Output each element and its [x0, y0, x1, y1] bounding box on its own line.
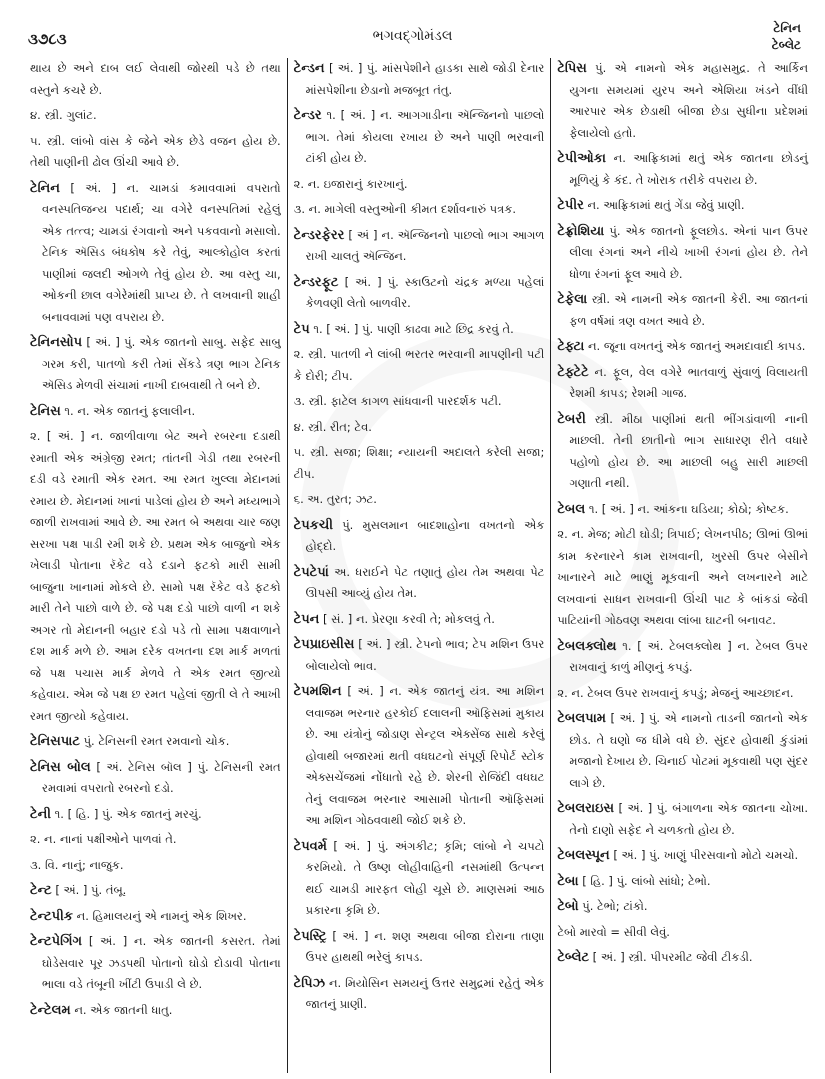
- entry-headword: ટેબલક્લોથ: [557, 638, 617, 654]
- dictionary-entry: [294, 609, 545, 631]
- entry-definition: [ અં. ] સ્ત્રી. પીપરમીટ જેવી ટીકડી.: [592, 950, 753, 964]
- entry-definition: પું. એ નામનો એક મહાસમુદ્ર. તે આર્કિન યુગના સમયમાં યુરપ અને એશિયા ખંડને વીંધી આરપાર એક છેડાથી બીજા છેડા સુધીના પ્રદેશમાં ફેલાયેલો હતો.: [569, 61, 809, 140]
- entry-definition: [ અં. ] પું. એ નામનો તાડની જાતનો એક છોડ. તે ઘણો જ ધીમે વધે છે. સુંદર હોવાથી કુંડાંમાં મજાનો દેખાય છે. ચિનાઈ પોટમાં મૂકવાથી પણ સુંદર લાગે છે.: [569, 711, 809, 790]
- entry-headword: ટેબલસ્પૂન: [557, 848, 610, 863]
- dictionary-entry: [294, 973, 545, 1016]
- entry-headword: ટેબલપામ: [557, 711, 606, 726]
- entry-definition: ૩. વિ. નાનું; નાજુક.: [30, 857, 124, 872]
- entry-definition: અ. ધરાઈને પેટ તણાતું હોય તેમ અથવા પેટ ઊપસી આવ્યું હોય તેમ.: [305, 564, 545, 600]
- dictionary-entry: [30, 931, 281, 996]
- entry-definition: ૫. સ્ત્રી. સજા; શિક્ષા; ન્યાયની અદાલતે કરેલી સજા; ટીપ.: [293, 445, 545, 481]
- entry-headword: ટેનિસ બોલ: [30, 759, 91, 775]
- dictionary-entry: [294, 562, 545, 605]
- entry-sense: [30, 829, 281, 851]
- entry-definition: પું. એક જાતનો ફૂલછોડ. એનાં પાન ઉપર લીલા રંગનાં અને નીચે ખાખી રંગનાં હોય છે. તેને ધોળા રંગનાં ફૂલ આવે છે.: [569, 223, 809, 281]
- entry-headword: ટેપપ્રાઇસીસ: [293, 637, 355, 652]
- book-title: ભગવદ્ગોમંડલ: [372, 28, 453, 44]
- entry-definition: [ અં. ] ન. ચામડાં કમાવવામાં વપરાતો વનસ્પતિજન્ય પદાર્થ; ચા વગેરે વનસ્પતિમાં રહેલું એક તત્ત્વ; ચામડાં રંગવાનો અને પકવવાનો મસાલો. ટેનિક ઍસિડ બંધકોષ કરે તેવું, આલ્કોહોલ કરતાં પાણીમાં જલદી ઓગળે તેવું હોય છે. આ વસ્તુ ચા, ઓકની છાલ વગેરેમાંથી પ્રાપ્ય છે. તે લખવાની શાહી બનાવવામાં પણ વપરાય છે.: [42, 180, 281, 324]
- entry-definition: ન. આફ્રિકામાં થતું એક જાતના છોડનું મૂળિયું કે કંદ. તે ખોરાક તરીકે વપરાય છે.: [569, 151, 809, 187]
- dictionary-entry: [557, 947, 808, 969]
- entry-definition: પું. ટેભો; ટાંકો.: [582, 899, 648, 913]
- entry-sense: [294, 199, 545, 221]
- guide-words: [772, 20, 801, 54]
- dictionary-entry: [557, 289, 808, 332]
- entry-sense: [294, 489, 545, 511]
- entry-definition: સ્ત્રી. એ નામની એક જાતની કેરી. આ જાતનાં ફળ વર્ષમાં ત્રણ વખત આવે છે.: [569, 292, 809, 328]
- dictionary-entry: [294, 225, 545, 268]
- entry-definition: ૧. ન. એક જાતનું ફલાલીન.: [64, 403, 196, 418]
- entry-definition: [ અં. ] પું. તંબૂ.: [55, 883, 127, 897]
- entry-headword: ટેપસ્ટ્રિ: [293, 928, 327, 944]
- dictionary-entry: [557, 798, 808, 841]
- entry-headword: ટેન્ડરફેરર: [293, 227, 345, 243]
- dictionary-entry: [30, 731, 281, 753]
- dictionary-entry: [30, 757, 281, 800]
- entry-sense: [294, 417, 545, 439]
- dictionary-entry: [557, 148, 808, 191]
- entry-definition: ૨. સ્ત્રી. પાતળી ને લાંબી ભરતર ભરવાની માપણીની પટી કે દોરી; ટીપ.: [293, 347, 545, 383]
- dictionary-entry: [294, 681, 545, 832]
- entry-headword: ટેબો: [557, 899, 579, 914]
- dictionary-entry: [294, 634, 545, 677]
- dictionary-entry: [294, 58, 545, 101]
- dictionary-entry: [294, 319, 545, 341]
- entry-definition: ટેબો મારવો = સીવી લેવું.: [557, 924, 670, 939]
- entry-headword: ટેપીઓકા: [557, 151, 606, 166]
- entry-headword: ટેપિસ: [557, 61, 587, 76]
- entry-headword: ટેન્ટપેગિંગ: [30, 934, 83, 949]
- page-number: ૩૭૮૩: [28, 30, 67, 48]
- entry-sense: [30, 131, 281, 174]
- entry-definition: ૧. [ હિ. ] પું. એક જાતનું મરચું.: [54, 806, 202, 821]
- entry-headword: ટેફ્ટા: [557, 339, 585, 354]
- dictionary-entry: [294, 926, 545, 969]
- entry-headword: ટેની: [30, 806, 51, 822]
- entry-definition: ૧. [ અં. ] ન. આગગાડીના ઍન્જિનનો પાછલો ભાગ. તેમાં કોયલા રખાય છે અને પાણી ભરવાની ટાંકી હોય છે.: [305, 108, 545, 165]
- entry-headword: ટેબરી: [557, 411, 586, 427]
- entry-definition: પું. ટેનિસની રમત રમવાનો ચોક.: [83, 734, 230, 748]
- entry-definition: પું. મુસલમાન બાદશાહોના વખતનો એક હોદ્દો.: [305, 517, 545, 553]
- guide-word-last: ટેબ્લેટ: [771, 38, 801, 52]
- dictionary-entry: [557, 362, 808, 405]
- entry-definition: ન. ફૂલ, વેલ વગેરે ભાતવાળું સુંવાળું વિલાયતી રેશમી કાપડ; રેશમી ગાજ.: [569, 364, 809, 400]
- entry-sense: [557, 524, 808, 632]
- entry-headword: ટેબલરાઇસ: [557, 801, 614, 816]
- entry-sense: [294, 391, 545, 413]
- entry-definition: [ અં. ] પું. માંસપેશીને હાડકા સાથે જોડી દેનાર માંસપેશીના છેડાનો મજબૂત તંતુ.: [305, 61, 545, 97]
- entry-sense: [294, 442, 545, 485]
- entry-definition: [ અં. ] પું. બંગાળના એક જાતના ચોખા. તેનો દાણો સફેદ ને ચળકતો હોય છે.: [569, 801, 809, 837]
- entry-definition: ૪. સ્ત્રી. રીત; ટેવ.: [293, 419, 372, 434]
- entry-sense: [30, 855, 281, 877]
- entry-definition: સ્ત્રી. મીઠા પાણીમાં થતી ભીંગડાંવાળી નાની માછલી. તેની છાતીનો ભાગ સાધારણ રીતે વધારે પહોળો હોય છે. આ માછલી બહુ સારી માછલી ગણાતી નથી.: [569, 411, 809, 490]
- entry-definition: ન. મિયોસિન સમયનું ઉત્તર સમુદ્રમાં રહેતું એક જાતનું પ્રાણી.: [305, 975, 545, 1011]
- entry-definition: ન. હિમાલયનું એ નામનું એક શિખર.: [76, 908, 247, 923]
- dictionary-entry: [557, 195, 808, 217]
- entry-headword: ટેપીર: [557, 198, 584, 213]
- entry-definition: [ અં. ] પું. સ્કાઉટનો ચંદ્રક મળ્યા પહેલાં કેળવણી લેતો બાળવીર.: [305, 274, 545, 310]
- column-1: [24, 58, 287, 1073]
- dictionary-entry: [557, 871, 808, 893]
- dictionary-entry: [557, 636, 808, 679]
- entry-definition: [ અં. ] સ્ત્રી. ટેપનો ભાવ; ટેપ મશિન ઉપર બોલાયેલો ભાવ.: [305, 637, 545, 673]
- dictionary-entry: [557, 708, 808, 794]
- entry-definition: થાય છે અને દાબ લઈ લેવાથી જોરથી પડે છે તથા વસ્તુને કચરે છે.: [30, 61, 281, 97]
- entry-headword: ટેપન: [293, 611, 320, 627]
- entry-headword: ટેન્ટપીક: [30, 908, 73, 924]
- entry-definition: ૩. ન. માગેલી વસ્તુઓની કીમત દર્શાવનારું પત્રક.: [293, 202, 516, 216]
- dictionary-entry: [557, 499, 808, 521]
- entry-headword: ટેપટેપાં: [293, 564, 329, 580]
- entry-definition: ૬. અ. તુરત; ઝટ.: [293, 492, 377, 506]
- entry-definition: ૧. [ અં. ટેબલક્લોથ ] ન. ટેબલ ઉપર રાખવાનું કાળું મીણનું કપડું.: [569, 638, 809, 674]
- entry-sense: [30, 105, 281, 127]
- entry-headword: ટેન્ટ: [30, 883, 52, 898]
- dictionary-entry: [30, 401, 281, 423]
- entry-headword: ટેપકચી: [293, 517, 333, 533]
- entry-definition: [ અં. ] ન. એક જાતનું યંત્ર. આ મશિન લવાજમ ભરનાર હરકોઈ દલાલની ઑફિસમાં મુકાય છે. આ યંત્રોનું જોડાણ સેન્ટ્રલ એક્સેંજ સાથે કરેલું હોવાથી બજારમાં થતી વધઘટનો સંપૂર્ણ રિપોર્ટ સ્ટોક એક્સચેંજમાં નોંધાતો રહે છે. શેરની રોજિંદી વધઘટ તેનું લવાજમ ભરનાર આસામી પોતાની ઑફિસમાં આ મશિન ગોઠવવાથી જોઈ શકે છે.: [305, 684, 545, 827]
- entry-headword: ટેનિસ: [30, 403, 61, 419]
- entry-headword: ટેન્ડન: [293, 61, 325, 76]
- entry-headword: ટેપ: [293, 321, 310, 337]
- entry-headword: ટેફ્રોશિયા: [557, 223, 605, 239]
- entry-headword: ટેબલ: [557, 501, 586, 517]
- dictionary-entry: [557, 336, 808, 358]
- dictionary-entry: [294, 515, 545, 558]
- entry-sense: [557, 922, 808, 944]
- page-header: [0, 0, 825, 58]
- column-2: [287, 58, 551, 1073]
- entry-definition: ન. આફ્રિકામાં થતું ગેંડા જેવું પ્રાણી.: [587, 198, 745, 212]
- dictionary-entry: [30, 332, 281, 397]
- entry-definition: ૪. સ્ત્રી. ગુલાંટ.: [30, 108, 97, 122]
- entry-definition: ૧. [ અં. ] ન. આંકના ઘડિયા; કોઠો; કોષ્ટક.: [588, 501, 789, 516]
- dictionary-entry: [30, 880, 281, 902]
- entry-sense: [294, 174, 545, 196]
- entry-headword: ટેપિઝ: [293, 975, 326, 991]
- entry-sense: [30, 58, 281, 101]
- entry-definition: [ સં. ] ન. પ્રેરણા કરવી તે; મોકલવું તે.: [323, 611, 495, 626]
- entry-sense: [294, 344, 545, 387]
- dictionary-entry: [557, 896, 808, 918]
- entry-definition: ન. એક જાતની ધાતુ.: [74, 1002, 173, 1017]
- entry-definition: ૩. સ્ત્રી. ફાટેલ કાગળ સાંધવાની પારદર્શક પટી.: [293, 394, 502, 408]
- guide-word-first: ટેનિન: [773, 21, 801, 35]
- dictionary-entry: [30, 1000, 281, 1022]
- entry-headword: ટેફ્ટેટે: [557, 364, 589, 380]
- dictionary-entry: [30, 906, 281, 928]
- dictionary-entry: [557, 221, 808, 286]
- entry-definition: ૨. ન. ઇજારાનું કારખાનું.: [293, 176, 408, 191]
- entry-headword: ટેપમશિન: [293, 684, 342, 699]
- dictionary-entry: [557, 409, 808, 495]
- entry-sense: [30, 426, 281, 727]
- entry-headword: ટેબ્લેટ: [557, 950, 590, 965]
- entry-definition: ૨. ન. નાનાં પક્ષીઓને પાળવાં તે.: [30, 832, 177, 846]
- dictionary-entry: [294, 272, 545, 315]
- entry-definition: [ અં ] ન. ઍન્જિનનો પાછલો ભાગ આગળ રાખી ચાલતું ઍન્જિન.: [305, 227, 545, 263]
- entry-definition: ન. જૂના વખતનું એક જાતનું અમદાવાદી કાપડ.: [587, 339, 806, 353]
- entry-definition: [ અં. ] ન. એક જાતની કસરત. તેમાં ઘોડેસવાર પૂર ઝડપથી પોતાનો ઘોડો દોડાવી પોતાના ભાલા વડે તંબૂની ખીંટી ઉપાડી લે છે.: [42, 934, 281, 991]
- entry-headword: ટેનિસપાટ: [30, 734, 80, 749]
- entry-headword: ટેન્ટેલમ: [30, 1002, 71, 1018]
- entry-headword: ટેપવર્મ: [293, 838, 327, 854]
- entry-definition: ૨. ન. ટેબલ ઉપર રાખવાનું કપડું; મેજનું આચ્છાદન.: [557, 685, 794, 700]
- dictionary-entry: [294, 105, 545, 170]
- entry-definition: [ અં. ] ન. શણ અથવા બીજા દોરાના તાણા ઉપર હાથથી ભરેલું કાપડ.: [305, 928, 545, 964]
- dictionary-entry: [30, 178, 281, 329]
- column-3: [550, 58, 814, 1073]
- entry-definition: ૧. [ અં. ] પું. પાણી કાઢવા માટે છિદ્ર કરવું તે.: [313, 321, 514, 336]
- entry-definition: [ અં. ] પું. ખાણું પીરસવાનો મોટો ચમચો.: [613, 848, 799, 862]
- entry-definition: [ હિ. ] પું. લાંબો સાંધો; ટેભો.: [582, 873, 711, 888]
- entry-headword: ટેફેલા: [557, 292, 588, 307]
- entry-definition: ૫. સ્ત્રી. લાંબો વાંસ કે જેને એક છેડે વજન હોય છે. તેથી પાણીની ઢોલ ઊંચી આવે છે.: [30, 133, 281, 169]
- entry-headword: ટેબા: [557, 873, 579, 889]
- entry-sense: [557, 683, 808, 705]
- entry-definition: ૨. [ અં. ] ન. જાળીવાળા બેટ અને રબરના દડાથી રમાતી એક અંગ્રેજી રમત; તાંતની ગેડી તથા રબરની દડી વડે રમાતી એક રમત. આ રમત ખુલ્લા મેદાનમાં રમાય છે. મેદાનમાં ખાનાં પાડેલાં હોય છે અને મધ્યભાગે જાળી રાખવામાં આવે છે. આ રમત બે અથવા ચાર જણ સરખા પક્ષ પાડી રમી શકે છે. પ્રથમ એક બાજુનો એક ખેલાડી પોતાના રૅકેટ વડે દડાને ફટકો મારી સામી બાજુના ખાનામાં મોકલે છે. સામો પક્ષ રૅકેટ વડે ફટકો મારી તેને પાછો વાળે છે. જે પક્ષ દડો પાછો વાળી ન શકે અગર તો મેદાનની બહાર દડો પડે તો સામા પક્ષવાળાને દશ માર્ક મળે છે. આમ દરેક વખતના દશ માર્ક મળતાં જે પક્ષ પચાસ માર્ક મેળવે તે એક રમત જીત્યો કહેવાય. એમ જે પક્ષ છ રમત પહેલાં જીતી લે તે આખી રમત જીત્યો કહેવાય.: [30, 429, 281, 723]
- dictionary-columns: [24, 58, 814, 1073]
- entry-definition: ૨. ન. મેજ; મોટી ઘોડી; ત્રિપાઈ; લેખનપીઠ; ઊભાં ઊભાં કામ કરનારને કામ રાખવાની, ખુરસી ઉપર બેસીને ખાનારને માટે ભાણું મૂકવાની અને લખનારને માટે લખવાનાં સાધન રાખવાની ઊંચી પાટ કે બાંકડાં જેવી પાટિયાંની ગોઠવણ અથવા લાંબા ઘાટની બનાવટ.: [557, 527, 809, 627]
- entry-definition: [ અં. ] પું. અંગકીટ; કૃમિ; લાંબો ને ચપટો કરમિયો. તે ઉષ્ણ લોહીવાહિની નસમાંથી ઉત્પન્ન થઈ ચામડી મારફત લોહી ચૂસે છે. માણસમાં આઠ પ્રકારના કૃમિ છે.: [305, 838, 545, 917]
- entry-headword: ટેન્ડરફૂટ: [293, 274, 339, 290]
- dictionary-entry: [557, 845, 808, 867]
- dictionary-entry: [30, 804, 281, 826]
- dictionary-entry: [557, 58, 808, 144]
- entry-headword: ટેન્ડર: [293, 108, 322, 123]
- entry-definition: [ અં. ટેનિસ બૉલ ] પું. ટેનિસની રમત રમવામાં વપરાતો રબરનો દડો.: [42, 759, 281, 795]
- entry-headword: ટેનિન: [30, 180, 60, 196]
- entry-headword: ટેનિનસોપ: [30, 335, 83, 350]
- entry-definition: [ અં. ] પું. એક જાતનો સાબુ. સફેદ સાબુ ગરમ કરી, પાતળો કરી તેમાં સેંકડે ત્રણ ભાગ ટેનિક ઍસિડ મેળવી સંચામાં નાખી દાબવાથી તે બને છે.: [42, 335, 281, 392]
- dictionary-entry: [294, 836, 545, 922]
